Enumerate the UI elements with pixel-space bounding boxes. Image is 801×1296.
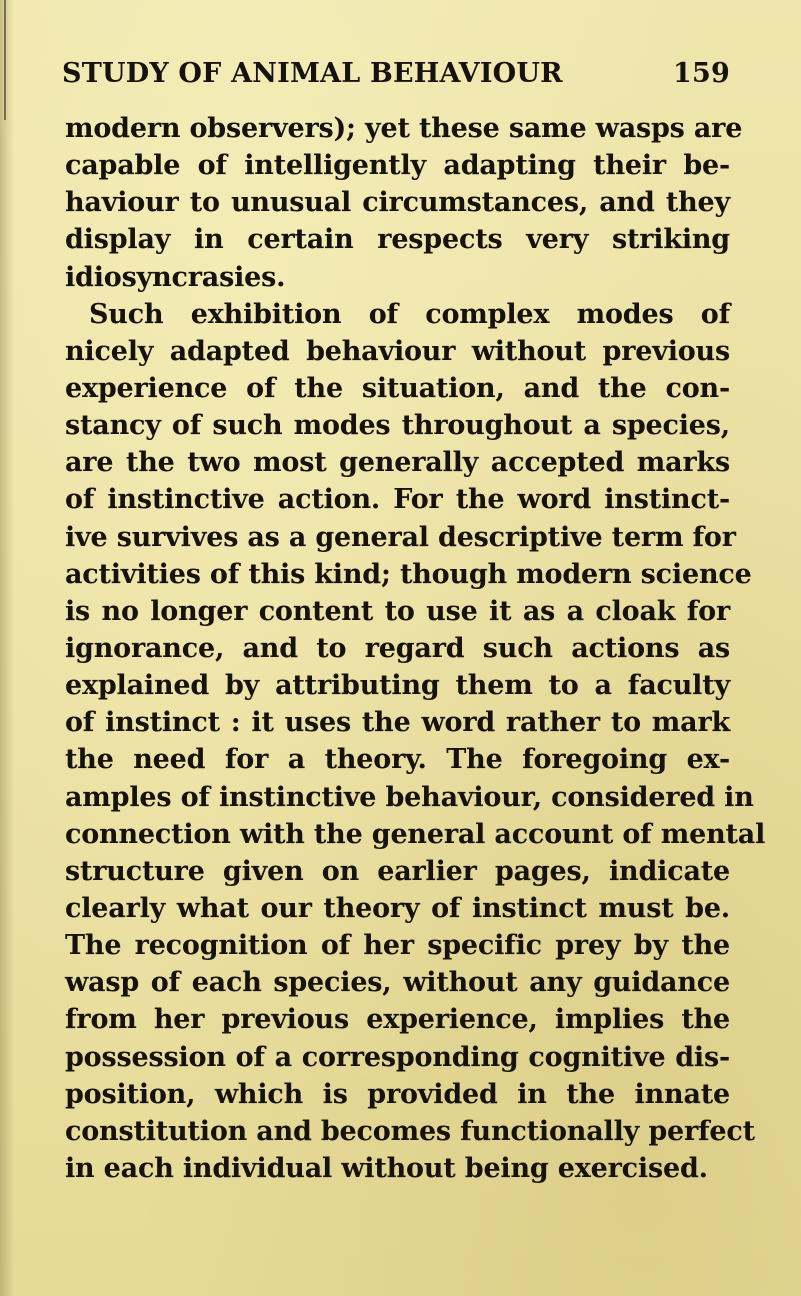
text-line: explained by attributing them to a faculty xyxy=(65,670,730,702)
text-line: idiosyncrasies. xyxy=(65,261,286,293)
text-line: of instinctive action. For the word instinct- xyxy=(65,484,730,516)
running-head-title: STUDY OF ANIMAL BEHAVIOUR xyxy=(62,58,563,89)
text-line: is no longer content to use it as a cloak for xyxy=(65,595,730,627)
text-line: from her previous experience, implies the xyxy=(65,1004,730,1036)
text-line: the need for a theory. The foregoing ex- xyxy=(65,744,730,776)
text-line: nicely adapted behaviour without previous xyxy=(65,335,730,367)
text-line: haviour to unusual circumstances, and they xyxy=(65,187,730,219)
text-line: wasp of each species, without any guidance xyxy=(65,967,730,999)
text-line: activities of this kind; though modern science xyxy=(65,558,752,590)
text-line: possession of a corresponding cognitive dis- xyxy=(65,1041,730,1073)
page-number: 159 xyxy=(673,58,730,89)
text-line: connection with the general account of mental xyxy=(65,818,766,850)
text-line: experience of the situation, and the con- xyxy=(65,372,730,404)
text-line: clearly what our theory of instinct must be. xyxy=(65,892,730,924)
text-line: in each individual without being exercised. xyxy=(65,1152,708,1184)
text-line: structure given on earlier pages, indicate xyxy=(65,855,730,887)
gutter-shadow xyxy=(0,0,14,1296)
text-line: The recognition of her specific prey by the xyxy=(65,930,730,962)
running-head xyxy=(62,58,730,98)
body-text xyxy=(65,110,766,1187)
text-line: ive survives as a general descriptive term for xyxy=(65,521,736,553)
text-line: capable of intelligently adapting their be- xyxy=(65,150,730,182)
text-line: ignorance, and to regard such actions as xyxy=(65,632,730,664)
text-line: amples of instinctive behaviour, considered in xyxy=(65,781,754,813)
text-line: position, which is provided in the innate xyxy=(65,1078,730,1110)
text-line: Such exhibition of complex modes of xyxy=(89,298,730,330)
text-line: are the two most generally accepted marks xyxy=(65,447,730,479)
page-edge xyxy=(4,0,6,120)
text-line: modern observers); yet these same wasps are xyxy=(65,113,743,144)
text-line: stancy of such modes throughout a species, xyxy=(65,410,730,442)
text-line: of instinct : it uses the word rather to mark xyxy=(65,707,730,739)
text-line: display in certain respects very striking xyxy=(65,224,730,256)
text-line: constitution and becomes functionally perfect xyxy=(65,1115,755,1147)
